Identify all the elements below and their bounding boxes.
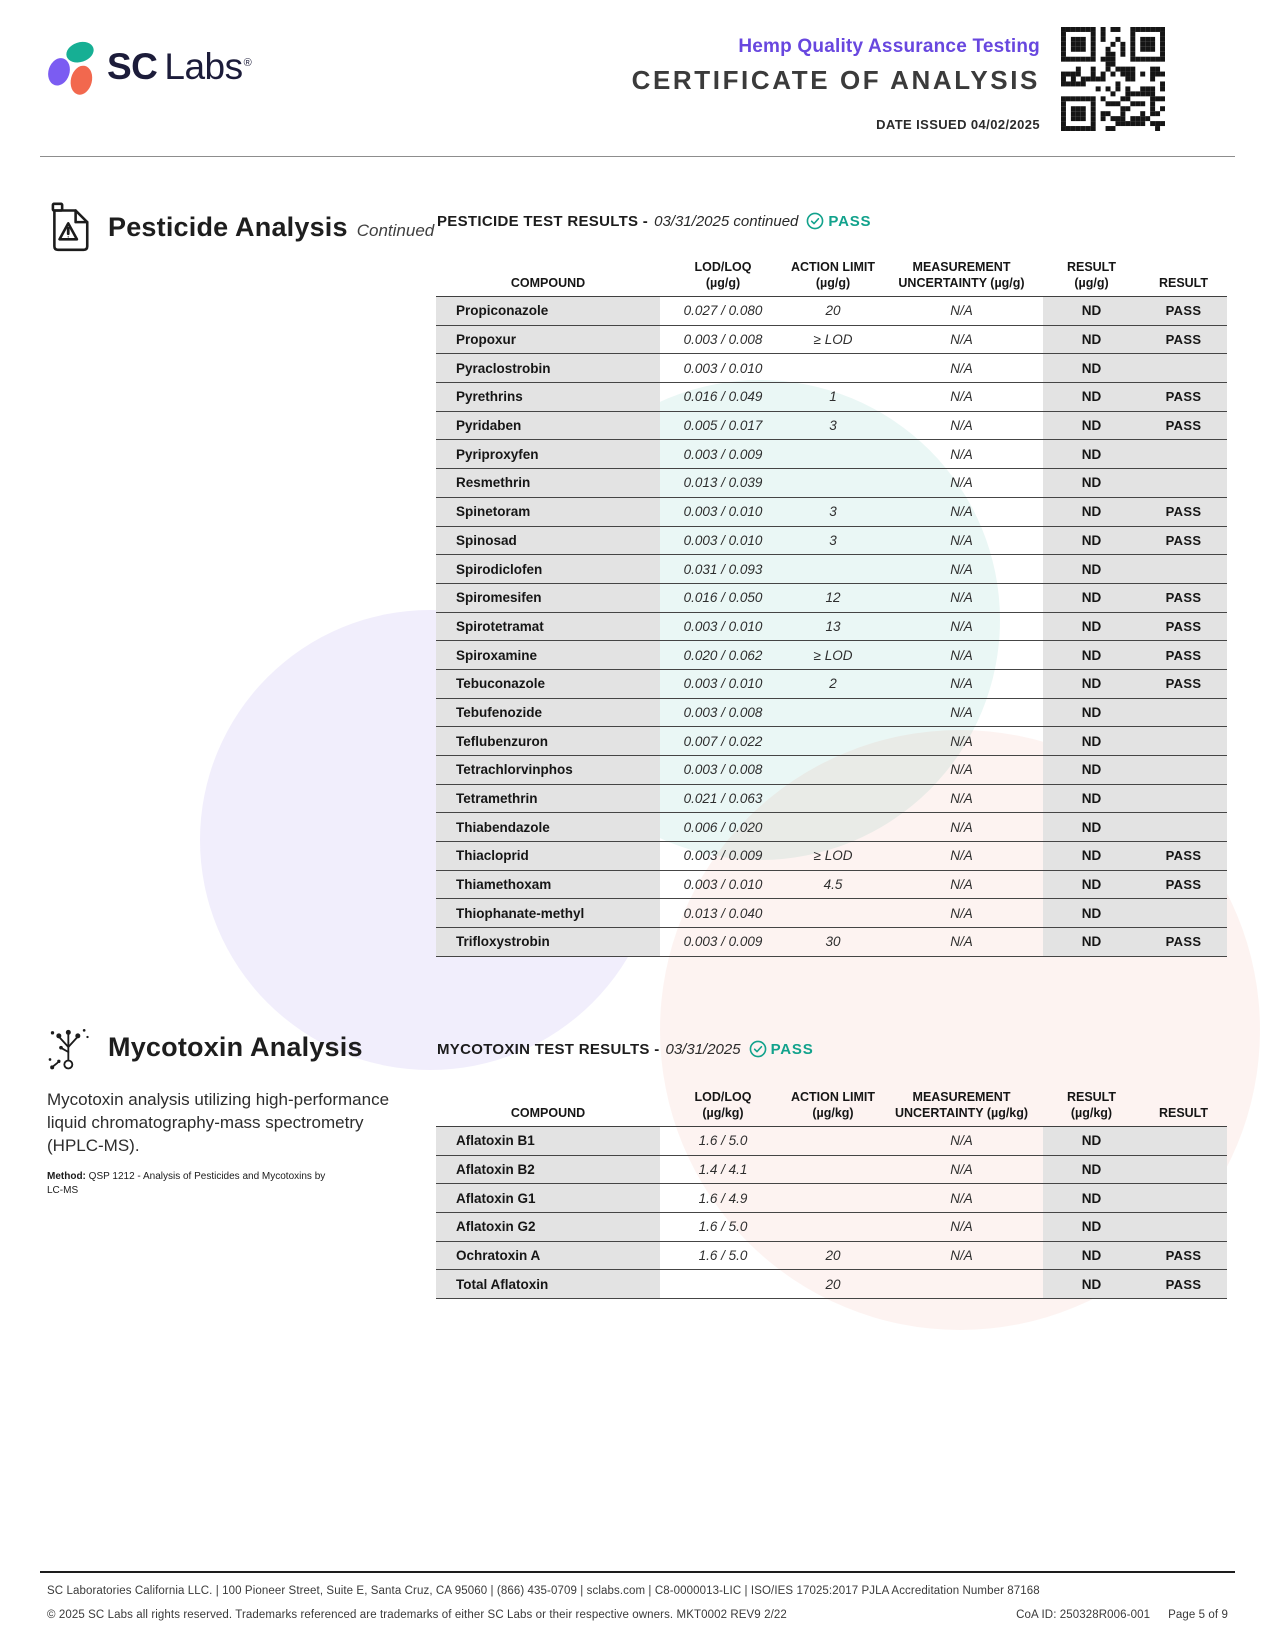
- compound-cell: Thiophanate-methyl: [436, 899, 660, 927]
- uncertainty-cell: N/A: [950, 532, 973, 548]
- table-row: [436, 584, 1227, 613]
- compound-cell: Thiamethoxam: [436, 871, 660, 899]
- action-limit-cell: [786, 1156, 880, 1184]
- status-cell: PASS: [1140, 1270, 1227, 1298]
- status-cell: [1140, 354, 1227, 382]
- uncertainty-cell: N/A: [950, 762, 973, 778]
- uncertainty-cell: [880, 1270, 1043, 1298]
- compound-cell: Resmethrin: [436, 469, 660, 497]
- status-cell: [1140, 1156, 1227, 1184]
- lod-loq-cell: 0.003 / 0.010: [683, 618, 763, 634]
- column-header: ACTION LIMIT (µg/kg): [790, 1090, 875, 1120]
- lod-loq-cell: 0.003 / 0.010: [683, 532, 763, 548]
- lod-loq-cell: 0.007 / 0.022: [683, 733, 763, 749]
- status-cell: PASS: [1140, 527, 1227, 555]
- uncertainty-cell: N/A: [950, 446, 973, 462]
- uncertainty-cell: N/A: [950, 647, 973, 663]
- lod-loq-cell: 0.031 / 0.093: [683, 561, 763, 577]
- lod-loq-cell: 0.003 / 0.009: [683, 848, 763, 864]
- action-limit-cell: [786, 1184, 880, 1212]
- column-header: RESULT (µg/kg): [1066, 1090, 1117, 1120]
- compound-cell: Trifloxystrobin: [436, 928, 660, 956]
- table-header-row: [436, 1076, 1227, 1127]
- compound-cell: Tetramethrin: [436, 785, 660, 813]
- status-cell: [1140, 727, 1227, 755]
- status-cell: [1140, 1184, 1227, 1212]
- compound-cell: Pyridaben: [436, 412, 660, 440]
- mycotoxin-results-table: [436, 1076, 1227, 1299]
- table-row: [436, 1270, 1227, 1299]
- result-cell: ND: [1043, 842, 1140, 870]
- compound-cell: Spiroxamine: [436, 641, 660, 669]
- lod-loq-cell: 0.003 / 0.008: [683, 332, 763, 348]
- lod-loq-cell: 1.4 / 4.1: [698, 1162, 748, 1178]
- qr-code: [1061, 27, 1165, 131]
- compound-cell: Tebuconazole: [436, 670, 660, 698]
- pesticide-results-label: PESTICIDE TEST RESULTS -: [437, 212, 649, 230]
- result-cell: ND: [1043, 326, 1140, 354]
- status-cell: [1140, 899, 1227, 927]
- result-cell: ND: [1043, 1213, 1140, 1241]
- compound-cell: Propoxur: [436, 326, 660, 354]
- mycotoxin-results-label: MYCOTOXIN TEST RESULTS -: [437, 1040, 660, 1058]
- status-cell: PASS: [1140, 928, 1227, 956]
- result-cell: ND: [1043, 1127, 1140, 1155]
- pesticide-subtitle: Continued: [356, 221, 435, 240]
- result-cell: ND: [1043, 641, 1140, 669]
- uncertainty-cell: N/A: [950, 418, 973, 434]
- table-row: [436, 1213, 1227, 1242]
- status-cell: [1140, 469, 1227, 497]
- table-row: [436, 928, 1227, 957]
- table-row: [436, 1127, 1227, 1156]
- status-cell: PASS: [1140, 584, 1227, 612]
- compound-cell: Spiromesifen: [436, 584, 660, 612]
- result-cell: ND: [1043, 412, 1140, 440]
- action-limit-cell: [786, 813, 880, 841]
- pesticide-pass-badge: PASS: [828, 212, 872, 230]
- header-titles: [440, 36, 1040, 132]
- table-row: [436, 785, 1227, 814]
- mycotoxin-description: Mycotoxin analysis utilizing high-performance liquid chromatography-mass spectrometry (HPLC-MS).: [47, 1090, 390, 1155]
- action-limit-cell: 3: [829, 532, 837, 548]
- table-row: [436, 871, 1227, 900]
- compound-cell: Teflubenzuron: [436, 727, 660, 755]
- compound-cell: Aflatoxin B1: [436, 1127, 660, 1155]
- lod-loq-cell: 0.016 / 0.049: [683, 389, 763, 405]
- lod-loq-cell: 0.003 / 0.009: [683, 446, 763, 462]
- action-limit-cell: [786, 899, 880, 927]
- result-cell: ND: [1043, 440, 1140, 468]
- lod-loq-cell: 0.003 / 0.010: [683, 360, 763, 376]
- compound-cell: Propiconazole: [436, 297, 660, 325]
- program-title: Hemp Quality Assurance Testing: [738, 36, 1040, 57]
- lod-loq-cell: 0.003 / 0.009: [683, 934, 763, 950]
- table-row: [436, 699, 1227, 728]
- uncertainty-cell: N/A: [950, 618, 973, 634]
- action-limit-cell: 20: [825, 1248, 841, 1264]
- uncertainty-cell: N/A: [950, 1162, 973, 1178]
- compound-cell: Total Aflatoxin: [436, 1270, 660, 1298]
- column-header: COMPOUND: [510, 1106, 586, 1120]
- uncertainty-cell: N/A: [950, 905, 973, 921]
- table-row: [436, 383, 1227, 412]
- status-cell: [1140, 1213, 1227, 1241]
- uncertainty-cell: N/A: [950, 676, 973, 692]
- action-limit-cell: 13: [825, 618, 841, 634]
- lod-loq-cell: 0.013 / 0.039: [683, 475, 763, 491]
- pesticide-results-heading: [437, 212, 871, 230]
- status-cell: PASS: [1140, 297, 1227, 325]
- lod-loq-cell: [660, 1270, 786, 1298]
- status-cell: [1140, 555, 1227, 583]
- table-row: [436, 899, 1227, 928]
- action-limit-cell: 30: [825, 934, 841, 950]
- pass-check-icon: [806, 212, 824, 230]
- result-cell: ND: [1043, 1242, 1140, 1270]
- lod-loq-cell: 0.005 / 0.017: [683, 418, 763, 434]
- result-cell: ND: [1043, 899, 1140, 927]
- compound-cell: Tebufenozide: [436, 699, 660, 727]
- table-row: [436, 440, 1227, 469]
- lod-loq-cell: 0.021 / 0.063: [683, 791, 763, 807]
- lod-loq-cell: 0.027 / 0.080: [683, 303, 763, 319]
- method-label: Method:: [47, 1171, 86, 1182]
- result-cell: ND: [1043, 670, 1140, 698]
- table-row: [436, 727, 1227, 756]
- status-cell: [1140, 1127, 1227, 1155]
- status-cell: PASS: [1140, 613, 1227, 641]
- column-header: LOD/LOQ (µg/g): [694, 260, 752, 290]
- column-header: COMPOUND: [510, 276, 586, 290]
- date-issued: DATE ISSUED 04/02/2025: [876, 117, 1040, 132]
- compound-cell: Spirodiclofen: [436, 555, 660, 583]
- compound-cell: Aflatoxin G2: [436, 1213, 660, 1241]
- result-cell: ND: [1043, 297, 1140, 325]
- action-limit-cell: ≥ LOD: [813, 332, 853, 348]
- compound-cell: Tetrachlorvinphos: [436, 756, 660, 784]
- compound-cell: Spinetoram: [436, 498, 660, 526]
- header-divider: [40, 156, 1235, 157]
- footer-lab-info: SC Laboratories California LLC. | 100 Pioneer Street, Suite E, Santa Cruz, CA 95060 | (866) 435-0709 | sclabs.com | C8-0000013-LIC | ISO/IES 17025:2017 PJLA Accreditation Number 87168: [47, 1585, 1040, 1597]
- status-cell: PASS: [1140, 641, 1227, 669]
- table-row: [436, 670, 1227, 699]
- compound-cell: Ochratoxin A: [436, 1242, 660, 1270]
- column-header: MEASUREMENT UNCERTAINTY (µg/kg): [894, 1090, 1029, 1120]
- uncertainty-cell: N/A: [950, 360, 973, 376]
- action-limit-cell: [786, 1127, 880, 1155]
- uncertainty-cell: N/A: [950, 819, 973, 835]
- lod-loq-cell: 0.003 / 0.010: [683, 504, 763, 520]
- compound-cell: Pyrethrins: [436, 383, 660, 411]
- result-cell: ND: [1043, 1156, 1140, 1184]
- footer-legal-row: [47, 1609, 1228, 1621]
- compound-cell: Spinosad: [436, 527, 660, 555]
- pesticide-results-date: 03/31/2025 continued: [654, 212, 799, 230]
- footer-page-number: Page 5 of 9: [1168, 1609, 1228, 1621]
- result-cell: ND: [1043, 469, 1140, 497]
- mycotoxin-spore-icon: [45, 1022, 95, 1072]
- status-cell: PASS: [1140, 326, 1227, 354]
- footer-copyright: © 2025 SC Labs all rights reserved. Trademarks referenced are trademarks of either SC Labs or their respective owners. MKT0002 REV9 2/22: [47, 1609, 787, 1621]
- action-limit-cell: [786, 440, 880, 468]
- method-text: QSP 1212 - Analysis of Pesticides and Mycotoxins by LC-MS: [47, 1171, 326, 1196]
- status-cell: PASS: [1140, 498, 1227, 526]
- mycotoxin-pass-badge: PASS: [770, 1040, 814, 1058]
- lod-loq-cell: 0.003 / 0.010: [683, 877, 763, 893]
- action-limit-cell: [786, 555, 880, 583]
- uncertainty-cell: N/A: [950, 1248, 973, 1264]
- status-cell: [1140, 440, 1227, 468]
- result-cell: ND: [1043, 613, 1140, 641]
- action-limit-cell: 12: [825, 590, 841, 606]
- uncertainty-cell: N/A: [950, 475, 973, 491]
- table-row: [436, 297, 1227, 326]
- table-row: [436, 527, 1227, 556]
- compound-cell: Aflatoxin B2: [436, 1156, 660, 1184]
- uncertainty-cell: N/A: [950, 332, 973, 348]
- status-cell: PASS: [1140, 383, 1227, 411]
- mycotoxin-method-note: [47, 1170, 339, 1198]
- action-limit-cell: 2: [829, 676, 837, 692]
- action-limit-cell: ≥ LOD: [813, 848, 853, 864]
- table-row: [436, 1156, 1227, 1185]
- result-cell: ND: [1043, 871, 1140, 899]
- result-cell: ND: [1043, 785, 1140, 813]
- status-cell: PASS: [1140, 670, 1227, 698]
- action-limit-cell: [786, 756, 880, 784]
- result-cell: ND: [1043, 928, 1140, 956]
- footer-divider: [40, 1571, 1235, 1573]
- table-row: [436, 555, 1227, 584]
- lod-loq-cell: 0.003 / 0.008: [683, 704, 763, 720]
- action-limit-cell: ≥ LOD: [813, 647, 853, 663]
- result-cell: ND: [1043, 555, 1140, 583]
- lod-loq-cell: 1.6 / 5.0: [698, 1133, 748, 1149]
- lod-loq-cell: 0.013 / 0.040: [683, 905, 763, 921]
- status-cell: [1140, 813, 1227, 841]
- table-row: [436, 756, 1227, 785]
- column-header: RESULT: [1158, 276, 1209, 290]
- table-row: [436, 326, 1227, 355]
- sclabs-logo-icon: [45, 38, 101, 100]
- result-cell: ND: [1043, 498, 1140, 526]
- compound-cell: Aflatoxin G1: [436, 1184, 660, 1212]
- uncertainty-cell: N/A: [950, 848, 973, 864]
- table-row: [436, 498, 1227, 527]
- table-header-row: [436, 246, 1227, 297]
- table-row: [436, 1242, 1227, 1271]
- action-limit-cell: 1: [829, 389, 837, 405]
- uncertainty-cell: N/A: [950, 1190, 973, 1206]
- table-row: [436, 354, 1227, 383]
- mycotoxin-section-heading: [108, 1032, 363, 1063]
- uncertainty-cell: N/A: [950, 877, 973, 893]
- action-limit-cell: [786, 354, 880, 382]
- table-row: [436, 412, 1227, 441]
- compound-cell: Pyriproxyfen: [436, 440, 660, 468]
- status-cell: PASS: [1140, 842, 1227, 870]
- mycotoxin-results-date: 03/31/2025: [665, 1040, 741, 1058]
- table-row: [436, 813, 1227, 842]
- lod-loq-cell: 0.003 / 0.010: [683, 676, 763, 692]
- table-row: [436, 613, 1227, 642]
- action-limit-cell: [786, 1213, 880, 1241]
- compound-cell: Spirotetramat: [436, 613, 660, 641]
- column-header: LOD/LOQ (µg/kg): [694, 1090, 752, 1120]
- column-header: RESULT: [1158, 1106, 1209, 1120]
- action-limit-cell: 20: [825, 1276, 841, 1292]
- result-cell: ND: [1043, 1184, 1140, 1212]
- result-cell: ND: [1043, 354, 1140, 382]
- uncertainty-cell: N/A: [950, 561, 973, 577]
- sclabs-logo-text: SC Labs®: [107, 46, 252, 87]
- mycotoxin-title: Mycotoxin Analysis: [108, 1032, 363, 1062]
- uncertainty-cell: N/A: [950, 791, 973, 807]
- sclabs-logo: [45, 38, 251, 100]
- status-cell: PASS: [1140, 871, 1227, 899]
- uncertainty-cell: N/A: [950, 934, 973, 950]
- pass-check-icon: [749, 1040, 767, 1058]
- document-title: CERTIFICATE OF ANALYSIS: [631, 65, 1040, 95]
- pesticide-section-heading: [108, 212, 434, 243]
- table-row: [436, 842, 1227, 871]
- lod-loq-cell: 0.006 / 0.020: [683, 819, 763, 835]
- status-cell: [1140, 756, 1227, 784]
- uncertainty-cell: N/A: [950, 590, 973, 606]
- footer-coa-id: CoA ID: 250328R006-001: [1016, 1609, 1151, 1621]
- lod-loq-cell: 1.6 / 5.0: [698, 1219, 748, 1235]
- uncertainty-cell: N/A: [950, 1133, 973, 1149]
- result-cell: ND: [1043, 699, 1140, 727]
- uncertainty-cell: N/A: [950, 303, 973, 319]
- action-limit-cell: 20: [825, 303, 841, 319]
- table-row: [436, 641, 1227, 670]
- table-row: [436, 1184, 1227, 1213]
- uncertainty-cell: N/A: [950, 1219, 973, 1235]
- status-cell: PASS: [1140, 412, 1227, 440]
- status-cell: [1140, 785, 1227, 813]
- compound-cell: Thiabendazole: [436, 813, 660, 841]
- pesticide-results-table: [436, 246, 1227, 957]
- status-cell: PASS: [1140, 1242, 1227, 1270]
- column-header: ACTION LIMIT (µg/g): [790, 260, 875, 290]
- pesticide-title: Pesticide Analysis: [108, 212, 348, 242]
- compound-cell: Pyraclostrobin: [436, 354, 660, 382]
- uncertainty-cell: N/A: [950, 504, 973, 520]
- column-header: RESULT (µg/g): [1066, 260, 1117, 290]
- uncertainty-cell: N/A: [950, 389, 973, 405]
- lod-loq-cell: 0.020 / 0.062: [683, 647, 763, 663]
- action-limit-cell: 3: [829, 504, 837, 520]
- action-limit-cell: [786, 785, 880, 813]
- compound-cell: Thiacloprid: [436, 842, 660, 870]
- uncertainty-cell: N/A: [950, 704, 973, 720]
- pesticide-jug-icon: [47, 200, 95, 252]
- action-limit-cell: [786, 699, 880, 727]
- result-cell: ND: [1043, 383, 1140, 411]
- result-cell: ND: [1043, 1270, 1140, 1298]
- table-row: [436, 469, 1227, 498]
- lod-loq-cell: 0.016 / 0.050: [683, 590, 763, 606]
- action-limit-cell: 3: [829, 418, 837, 434]
- uncertainty-cell: N/A: [950, 733, 973, 749]
- column-header: MEASUREMENT UNCERTAINTY (µg/g): [898, 260, 1025, 290]
- lod-loq-cell: 1.6 / 4.9: [698, 1190, 748, 1206]
- action-limit-cell: 4.5: [823, 877, 843, 893]
- action-limit-cell: [786, 727, 880, 755]
- result-cell: ND: [1043, 727, 1140, 755]
- result-cell: ND: [1043, 756, 1140, 784]
- result-cell: ND: [1043, 584, 1140, 612]
- lod-loq-cell: 0.003 / 0.008: [683, 762, 763, 778]
- status-cell: [1140, 699, 1227, 727]
- action-limit-cell: [786, 469, 880, 497]
- result-cell: ND: [1043, 813, 1140, 841]
- result-cell: ND: [1043, 527, 1140, 555]
- lod-loq-cell: 1.6 / 5.0: [698, 1248, 748, 1264]
- mycotoxin-results-heading: [437, 1040, 814, 1058]
